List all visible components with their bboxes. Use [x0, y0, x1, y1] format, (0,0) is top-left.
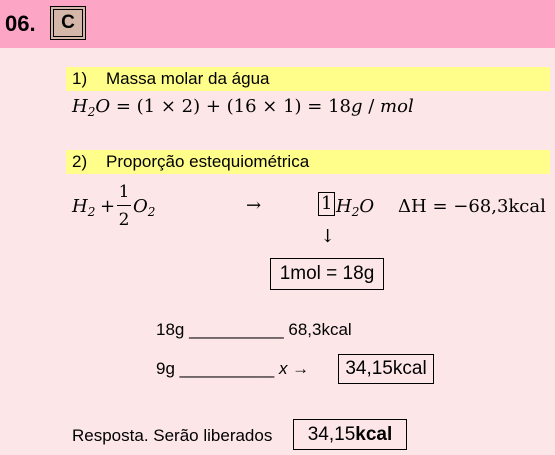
coefficient-denominator: 2: [118, 210, 130, 230]
proportion-result-box: 34,15kcal: [338, 354, 434, 384]
down-arrow: ↓: [320, 226, 336, 247]
plus-sign: +: [100, 196, 116, 217]
step2-number: 2): [72, 152, 88, 171]
step2-title: Proporção estequiométrica: [106, 152, 310, 171]
reactant-o2: $O_2$: [133, 196, 156, 219]
step1-title: Massa molar da água: [106, 69, 270, 88]
answer-badge: C: [50, 6, 86, 40]
proportion-row2: 9g __________ x →: [156, 359, 310, 378]
mol-mass-box: 1mol = 18g: [270, 258, 384, 290]
product-h2o: $H_2O$: [336, 196, 375, 219]
final-answer-box: 34,15kcal: [293, 419, 407, 450]
molar-mass-equation: $H_2O = (1 \times 2) + (16 \times 1) = 18g$ / mol: [72, 96, 414, 119]
product-coefficient-box: 1: [318, 192, 335, 216]
enthalpy: ΔH = −68,3kcal: [398, 196, 546, 217]
step1-number: 1): [72, 69, 88, 88]
final-answer-label: Resposta. Serão liberados: [72, 426, 273, 445]
question-number: 06.: [5, 11, 36, 36]
fraction-bar: [117, 205, 131, 206]
step2-heading: [66, 150, 550, 174]
proportion-row1: 18g __________ 68,3kcal: [156, 320, 352, 339]
step1-heading: [66, 67, 550, 91]
reaction-arrow: →: [246, 195, 262, 216]
reactant-h2: $H_2$: [72, 196, 96, 219]
coefficient-numerator: 1: [118, 182, 130, 202]
